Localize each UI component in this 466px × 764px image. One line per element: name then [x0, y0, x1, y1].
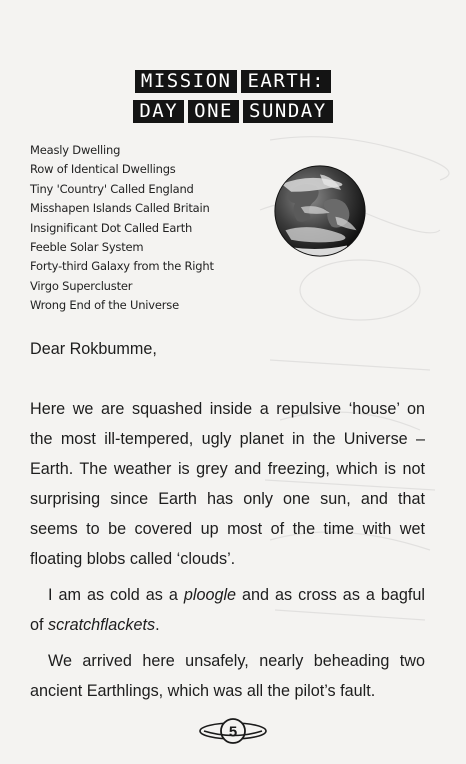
letter-paragraph-1: Here we are squashed inside a repulsive ‘house’ on the most ill-tempered, ugly planet in the Universe – Earth. The weather is grey and freezing, which is not surprising since Earth has only one sun, and that seems to be covered up most of the time with wet floating blobs called ‘clouds’. — [30, 400, 425, 568]
paragraph-italic-text: scratchflackets — [48, 616, 156, 634]
paragraph-italic-text: ploogle — [183, 586, 237, 604]
address-line: Forty-third Galaxy from the Right — [30, 259, 214, 274]
address-line: Insignificant Dot Called Earth — [30, 220, 193, 235]
address-line: Wrong End of the Universe — [30, 298, 179, 313]
title-word: SUNDAY — [243, 100, 333, 123]
chapter-title — [0, 70, 466, 130]
earth-globe-image — [272, 163, 368, 259]
address-line: Row of Identical Dwellings — [30, 162, 176, 177]
title-word: EARTH: — [241, 70, 331, 93]
address-line: Tiny 'Country' Called England — [30, 181, 194, 196]
paragraph-text: . — [155, 616, 160, 634]
paragraph-text: and as cross as a bagful of — [30, 586, 425, 634]
page-number: 5 — [228, 723, 238, 741]
title-word: DAY — [133, 100, 184, 123]
chapter-title-line-1 — [0, 70, 466, 100]
address-line: Virgo Supercluster — [30, 278, 133, 293]
page-number-badge — [196, 716, 270, 746]
address-line: Misshapen Islands Called Britain — [30, 201, 210, 216]
chapter-title-line-2 — [0, 100, 466, 130]
paragraph-text: I am as cold as a — [48, 586, 184, 604]
address-line: Feeble Solar System — [30, 240, 144, 255]
letter-paragraph-3: We arrived here unsafely, nearly beheading two ancient Earthlings, which was all the pilot’s fault. — [30, 652, 425, 700]
address-list — [30, 141, 214, 316]
title-word: MISSION — [135, 70, 238, 93]
letter-salutation: Dear Rokbumme, — [30, 340, 157, 358]
letter-body — [30, 334, 425, 706]
address-line: Measly Dwelling — [30, 143, 121, 157]
title-word: ONE — [188, 100, 239, 123]
letter-paragraph-2 — [30, 580, 425, 640]
